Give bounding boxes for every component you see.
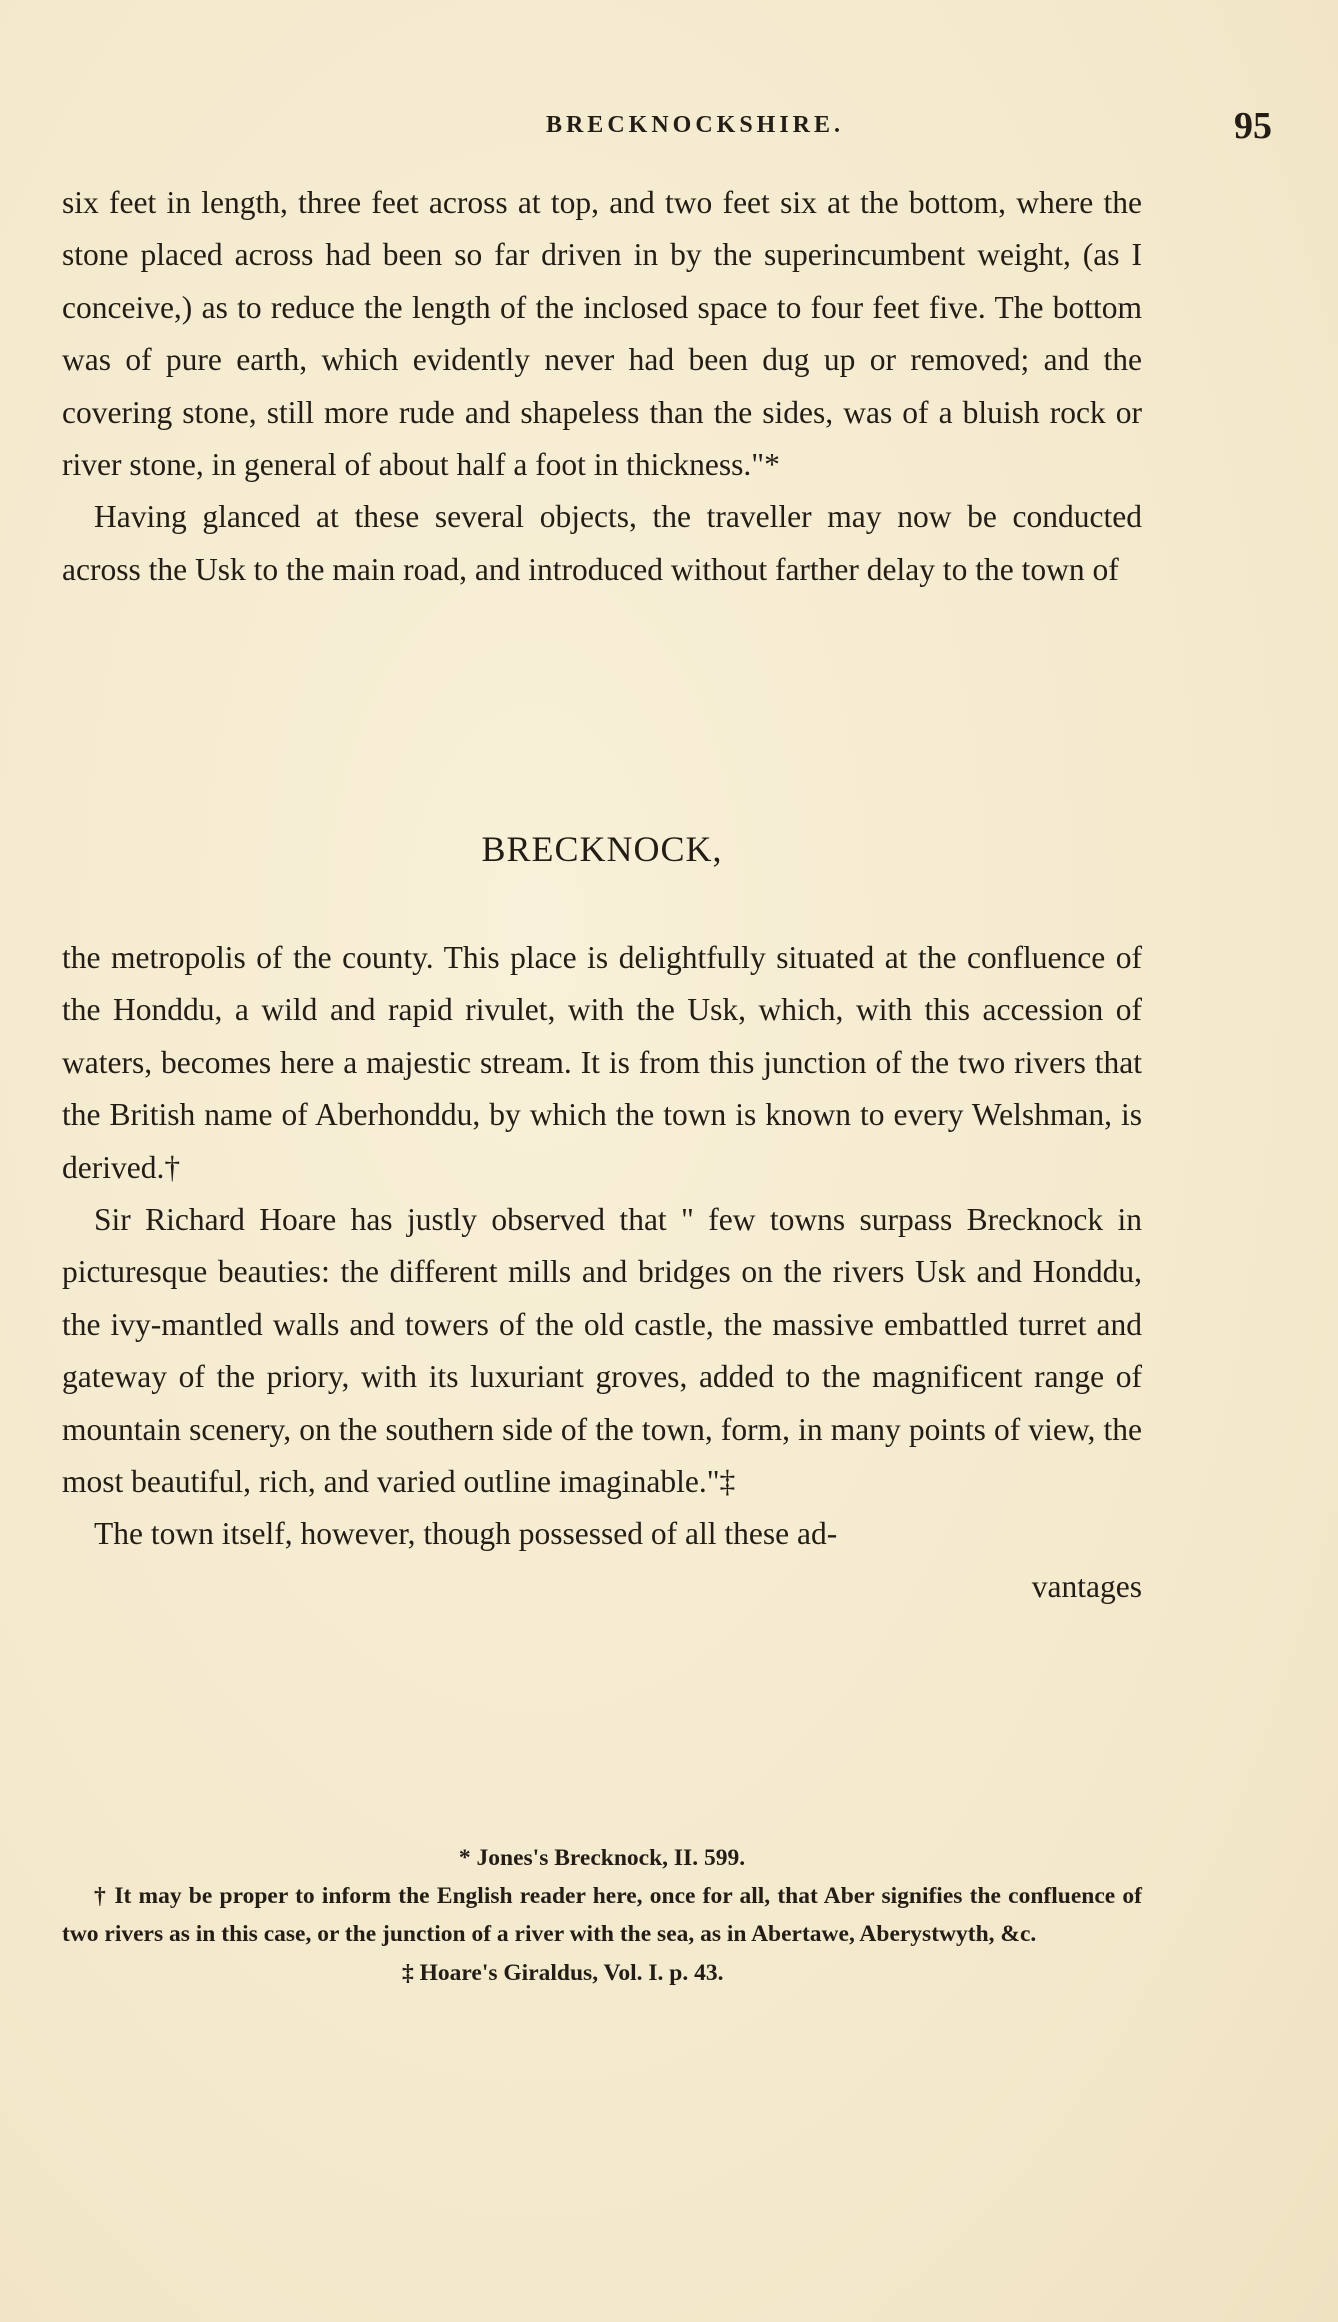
footnote-jones: * Jones's Brecknock, II. 599. [458, 1845, 746, 1871]
running-head: BRECKNOCKSHIRE. [545, 112, 845, 138]
footnote-aber: † It may be proper to inform the English reader here, once for all, that Aber signifies the confluence of two rivers as in this case, or the junction of a river with the sea, as in Abertawe, Aberystwyth, &c. [62, 1883, 1142, 1948]
footnote-hoare: ‡ Hoare's Giraldus, Vol. I. p. 43. [402, 1959, 724, 1986]
page-header [62, 105, 1272, 152]
paragraph-hoare-quote: Sir Richard Hoare has justly observed that " few towns surpass Brecknock in picturesque beauties: the different mills and bridges on the rivers Usk and Honddu, the ivy-mantled walls and towers of the old castle, the massive embattled turret and gateway of the priory, with its luxuriant groves, added to the magnificent range of mountain scenery, on the southern side of the town, form, in many points of view, the most beautiful, rich, and varied outline imaginable."‡ [62, 1202, 1142, 1500]
body-text-top [62, 177, 1142, 596]
page-number: 95 [1234, 105, 1272, 147]
paragraph-town-itself: The town itself, however, though possessed of all these ad- [94, 1516, 838, 1552]
paragraph-metropolis: the metropolis of the county. This place is delightfully situated at the confluence of the Honddu, a wild and rapid rivulet, with the Usk, which, with this accession of waters, becomes here a majestic stream. It is from this junction of the two rivers that the British name of Aberhonddu, by which the town is known to every Welshman, is derived.† [62, 940, 1142, 1185]
section-heading: BRECKNOCK, [481, 829, 723, 869]
catchword: vantages [1031, 1568, 1142, 1604]
body-text-bottom [62, 932, 1142, 1613]
paragraph-continuation: six feet in length, three feet across at top, and two feet six at the bottom, where the stone placed across had been so far driven in by the superincumbent weight, (as I conceive,) as to reduce the length of the inclosed space to four feet five. The bottom was of pure earth, which evidently never had been dug up or removed; and the covering stone, still more rude and shapeless than the sides, was of a bluish rock or river stone, in general of about half a foot in thickness."* [62, 185, 1142, 483]
paragraph-traveller: Having glanced at these several objects, the traveller may now be conducted across the Usk to the main road, and introduced without farther delay to the town of [62, 499, 1142, 587]
footnotes [62, 1839, 1142, 1992]
